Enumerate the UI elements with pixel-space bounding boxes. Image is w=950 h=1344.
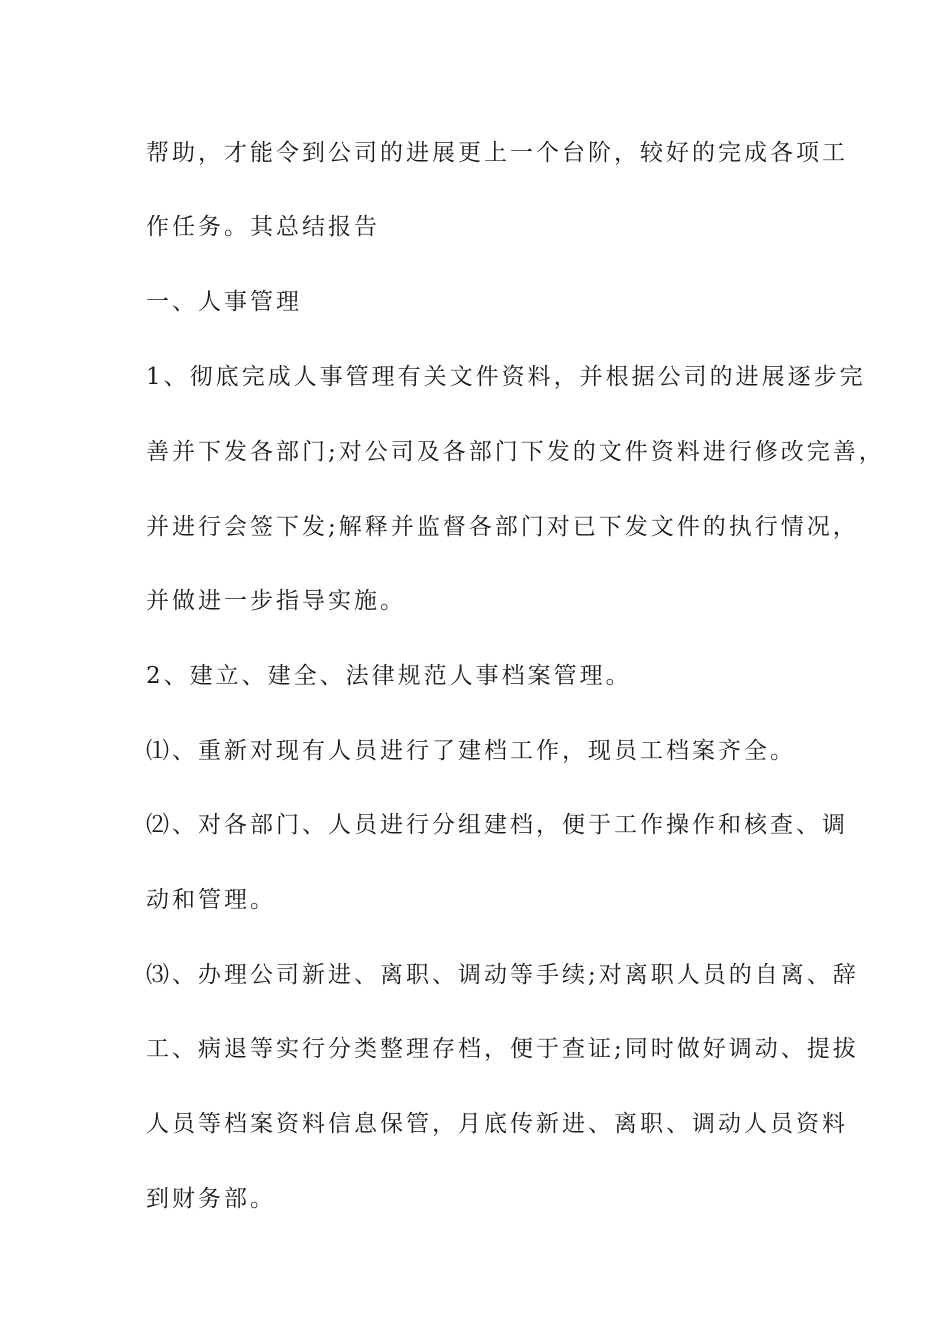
paragraph-line: ⑶、办理公司新进、离职、调动等手续;对离职人员的自离、辞 (146, 962, 859, 988)
paragraph-line: 善并下发各部门;对公司及各部门下发的文件资料进行修改完善， (146, 439, 885, 465)
paragraph-line: 1、彻底完成人事管理有关文件资料，并根据公司的进展逐步完 (146, 364, 866, 390)
paragraph-line: 工、病退等实行分类整理存档，便于查证;同时做好调动、提拔 (146, 1036, 859, 1062)
paragraph-line: ⑴、重新对现有人员进行了建档工作，现员工档案齐全。 (146, 738, 796, 764)
paragraph-line: 并做进一步指导实施。 (146, 588, 406, 614)
paragraph-line: 2、建立、建全、法律规范人事档案管理。 (146, 663, 632, 689)
section-heading: 一、人事管理 (146, 289, 302, 315)
paragraph-line: 帮助，才能令到公司的进展更上一个台阶，较好的完成各项工 (146, 140, 848, 166)
paragraph-line: ⑵、对各部门、人员进行分组建档，便于工作操作和核查、调 (146, 812, 848, 838)
paragraph-line: 作任务。其总结报告 (146, 214, 380, 240)
paragraph-line: 到财务部。 (146, 1186, 276, 1212)
paragraph-line: 动和管理。 (146, 887, 276, 913)
paragraph-line: 人员等档案资料信息保管，月底传新进、离职、调动人员资料 (146, 1111, 848, 1137)
paragraph-line: 并进行会签下发;解释并监督各部门对已下发文件的执行情况， (146, 514, 859, 540)
